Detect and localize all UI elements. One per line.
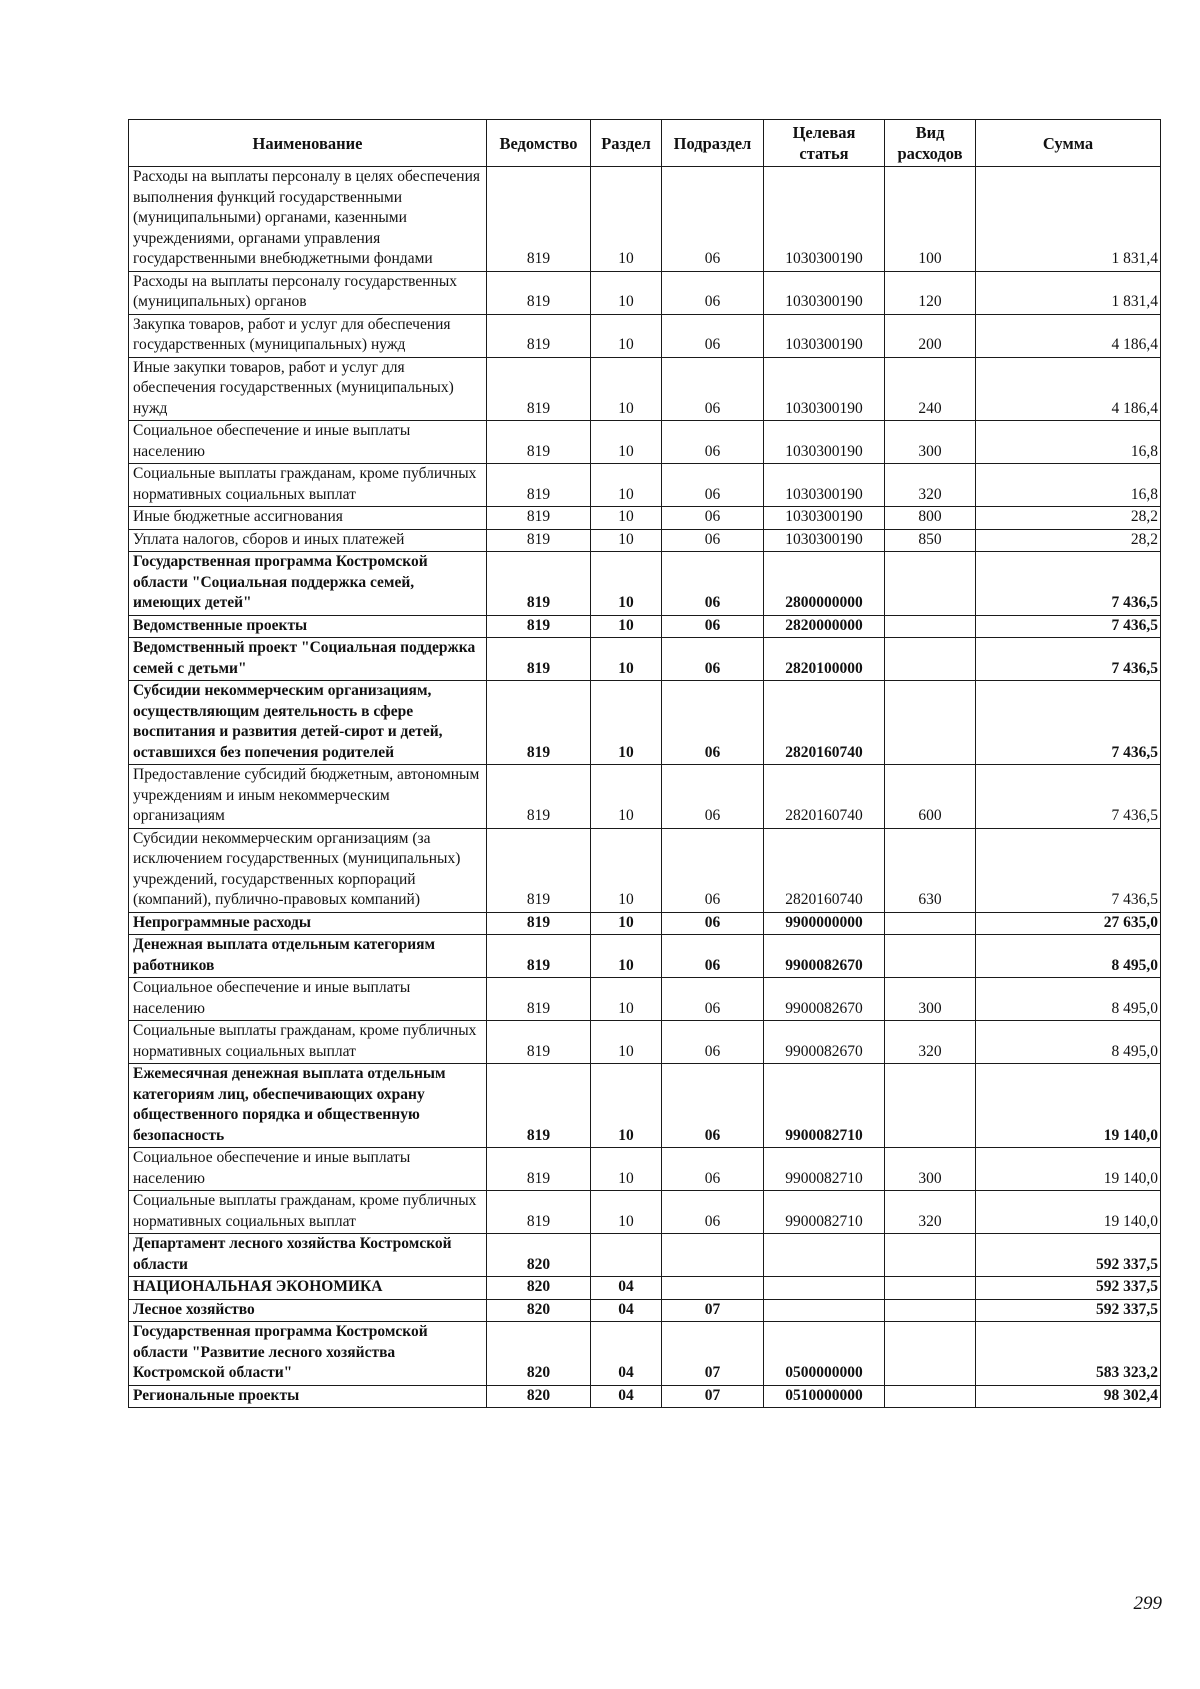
- cell-department: 819: [487, 1191, 591, 1234]
- table-row: [129, 1148, 1161, 1191]
- cell-target-article: 1030300190: [764, 464, 885, 507]
- cell-amount: 19 140,0: [976, 1064, 1161, 1148]
- table-row: [129, 552, 1161, 616]
- table-row: [129, 1021, 1161, 1064]
- cell-name: Социальные выплаты гражданам, кроме публичных нормативных социальных выплат: [129, 1021, 487, 1064]
- cell-target-article: 1030300190: [764, 167, 885, 272]
- cell-expense-type: 240: [885, 357, 976, 421]
- cell-subsection: 06: [662, 978, 764, 1021]
- cell-section: 10: [591, 552, 662, 616]
- cell-target-article: 1030300190: [764, 314, 885, 357]
- cell-name: Социальное обеспечение и иные выплаты населению: [129, 1148, 487, 1191]
- cell-amount: 7 436,5: [976, 615, 1161, 638]
- cell-expense-type: [885, 1064, 976, 1148]
- table-row: [129, 978, 1161, 1021]
- cell-subsection: 06: [662, 421, 764, 464]
- cell-subsection: 07: [662, 1299, 764, 1322]
- cell-name: Ведомственные проекты: [129, 615, 487, 638]
- cell-subsection: 06: [662, 357, 764, 421]
- cell-amount: 7 436,5: [976, 552, 1161, 616]
- cell-target-article: 9900082670: [764, 978, 885, 1021]
- table-header: [129, 120, 1161, 167]
- cell-expense-type: [885, 638, 976, 681]
- table-row: [129, 314, 1161, 357]
- cell-name: Иные бюджетные ассигнования: [129, 507, 487, 530]
- cell-amount: 16,8: [976, 421, 1161, 464]
- table-row: [129, 464, 1161, 507]
- cell-subsection: 06: [662, 912, 764, 935]
- cell-expense-type: [885, 681, 976, 765]
- cell-department: 819: [487, 765, 591, 829]
- cell-amount: 4 186,4: [976, 314, 1161, 357]
- cell-subsection: 06: [662, 167, 764, 272]
- cell-amount: 4 186,4: [976, 357, 1161, 421]
- cell-section: 10: [591, 507, 662, 530]
- cell-name: Денежная выплата отдельным категориям работников: [129, 935, 487, 978]
- cell-department: 819: [487, 357, 591, 421]
- cell-subsection: 06: [662, 271, 764, 314]
- cell-expense-type: 300: [885, 1148, 976, 1191]
- cell-section: 10: [591, 1191, 662, 1234]
- cell-amount: 28,2: [976, 507, 1161, 530]
- cell-department: 820: [487, 1385, 591, 1408]
- cell-subsection: 06: [662, 464, 764, 507]
- cell-name: Лесное хозяйство: [129, 1299, 487, 1322]
- cell-name: Ежемесячная денежная выплата отдельным категориям лиц, обеспечивающих охрану общественного порядка и общественную безопасность: [129, 1064, 487, 1148]
- cell-amount: 8 495,0: [976, 935, 1161, 978]
- cell-subsection: 06: [662, 681, 764, 765]
- cell-amount: 8 495,0: [976, 1021, 1161, 1064]
- table-row: [129, 1234, 1161, 1277]
- table-row: [129, 167, 1161, 272]
- cell-department: 819: [487, 1021, 591, 1064]
- cell-name: Расходы на выплаты персоналу в целях обеспечения выполнения функций государственными (муниципальными) органами, казенными учреждениями, органами управления государственными внебюджетными фондами: [129, 167, 487, 272]
- cell-subsection: [662, 1234, 764, 1277]
- cell-target-article: 9900000000: [764, 912, 885, 935]
- cell-target-article: 1030300190: [764, 357, 885, 421]
- cell-amount: 7 436,5: [976, 681, 1161, 765]
- cell-amount: 7 436,5: [976, 828, 1161, 912]
- cell-target-article: 9900082670: [764, 1021, 885, 1064]
- cell-subsection: [662, 1277, 764, 1300]
- cell-name: НАЦИОНАЛЬНАЯ ЭКОНОМИКА: [129, 1277, 487, 1300]
- cell-expense-type: 100: [885, 167, 976, 272]
- cell-name: Ведомственный проект "Социальная поддержка семей с детьми": [129, 638, 487, 681]
- cell-target-article: 1030300190: [764, 271, 885, 314]
- cell-expense-type: 600: [885, 765, 976, 829]
- cell-department: 819: [487, 828, 591, 912]
- cell-name: Иные закупки товаров, работ и услуг для обеспечения государственных (муниципальных) нужд: [129, 357, 487, 421]
- table-row: [129, 1277, 1161, 1300]
- cell-section: 10: [591, 615, 662, 638]
- header-expense-type: Вид расходов: [885, 120, 976, 167]
- cell-amount: 8 495,0: [976, 978, 1161, 1021]
- cell-section: 10: [591, 357, 662, 421]
- cell-name: Предоставление субсидий бюджетным, автономным учреждениям и иным некоммерческим организациям: [129, 765, 487, 829]
- header-subsection: Подраздел: [662, 120, 764, 167]
- cell-section: 10: [591, 421, 662, 464]
- cell-department: 820: [487, 1322, 591, 1386]
- cell-department: 819: [487, 464, 591, 507]
- cell-amount: 19 140,0: [976, 1148, 1161, 1191]
- cell-name: Департамент лесного хозяйства Костромской области: [129, 1234, 487, 1277]
- table-row: [129, 1299, 1161, 1322]
- table-row: [129, 765, 1161, 829]
- cell-target-article: 2820160740: [764, 681, 885, 765]
- cell-department: 819: [487, 615, 591, 638]
- cell-section: 10: [591, 464, 662, 507]
- cell-subsection: 06: [662, 638, 764, 681]
- cell-subsection: 06: [662, 615, 764, 638]
- cell-target-article: 9900082710: [764, 1148, 885, 1191]
- cell-section: 10: [591, 978, 662, 1021]
- cell-expense-type: 320: [885, 1191, 976, 1234]
- cell-amount: 28,2: [976, 529, 1161, 552]
- cell-target-article: 0510000000: [764, 1385, 885, 1408]
- cell-amount: 16,8: [976, 464, 1161, 507]
- cell-expense-type: [885, 1277, 976, 1300]
- cell-department: 819: [487, 271, 591, 314]
- cell-expense-type: [885, 1385, 976, 1408]
- cell-subsection: 06: [662, 765, 764, 829]
- cell-section: 10: [591, 1064, 662, 1148]
- table-row: [129, 529, 1161, 552]
- cell-name: Социальное обеспечение и иные выплаты населению: [129, 421, 487, 464]
- cell-target-article: 0500000000: [764, 1322, 885, 1386]
- table-row: [129, 1385, 1161, 1408]
- cell-target-article: [764, 1299, 885, 1322]
- header-name: Наименование: [129, 120, 487, 167]
- cell-subsection: 06: [662, 1191, 764, 1234]
- cell-department: 819: [487, 935, 591, 978]
- cell-target-article: 2820160740: [764, 828, 885, 912]
- cell-expense-type: 300: [885, 421, 976, 464]
- cell-section: 10: [591, 935, 662, 978]
- cell-name: Региональные проекты: [129, 1385, 487, 1408]
- header-target-article: Целевая статья: [764, 120, 885, 167]
- cell-subsection: 06: [662, 935, 764, 978]
- header-amount: Сумма: [976, 120, 1161, 167]
- cell-section: 10: [591, 1021, 662, 1064]
- cell-department: 819: [487, 167, 591, 272]
- cell-name: Непрограммные расходы: [129, 912, 487, 935]
- header-section: Раздел: [591, 120, 662, 167]
- cell-amount: 19 140,0: [976, 1191, 1161, 1234]
- cell-subsection: 06: [662, 507, 764, 530]
- table-row: [129, 681, 1161, 765]
- cell-expense-type: [885, 912, 976, 935]
- cell-subsection: 06: [662, 828, 764, 912]
- cell-section: 10: [591, 638, 662, 681]
- cell-target-article: [764, 1277, 885, 1300]
- cell-amount: 27 635,0: [976, 912, 1161, 935]
- cell-name: Субсидии некоммерческим организациям, осуществляющим деятельность в сфере воспитания и развития детей-сирот и детей, оставшихся без попечения родителей: [129, 681, 487, 765]
- cell-target-article: [764, 1234, 885, 1277]
- cell-target-article: 9900082710: [764, 1191, 885, 1234]
- table-row: [129, 357, 1161, 421]
- cell-amount: 592 337,5: [976, 1299, 1161, 1322]
- cell-name: Государственная программа Костромской области "Развитие лесного хозяйства Костромской области": [129, 1322, 487, 1386]
- cell-name: Расходы на выплаты персоналу государственных (муниципальных) органов: [129, 271, 487, 314]
- cell-name: Социальные выплаты гражданам, кроме публичных нормативных социальных выплат: [129, 1191, 487, 1234]
- cell-section: 04: [591, 1385, 662, 1408]
- cell-subsection: 06: [662, 314, 764, 357]
- cell-amount: 583 323,2: [976, 1322, 1161, 1386]
- cell-section: 04: [591, 1299, 662, 1322]
- cell-section: 10: [591, 271, 662, 314]
- cell-name: Социальное обеспечение и иные выплаты населению: [129, 978, 487, 1021]
- table-row: [129, 1322, 1161, 1386]
- cell-amount: 7 436,5: [976, 765, 1161, 829]
- table-row: [129, 828, 1161, 912]
- cell-department: 819: [487, 978, 591, 1021]
- cell-department: 819: [487, 1148, 591, 1191]
- header-department: Ведомство: [487, 120, 591, 167]
- budget-table: [128, 119, 1161, 1408]
- cell-section: 10: [591, 828, 662, 912]
- cell-target-article: 2820100000: [764, 638, 885, 681]
- table-row: [129, 1191, 1161, 1234]
- cell-department: 820: [487, 1277, 591, 1300]
- cell-amount: 98 302,4: [976, 1385, 1161, 1408]
- cell-department: 820: [487, 1234, 591, 1277]
- cell-subsection: 06: [662, 1021, 764, 1064]
- cell-name: Субсидии некоммерческим организациям (за исключением государственных (муниципальных) учреждений, государственных корпораций (компаний), публично-правовых компаний): [129, 828, 487, 912]
- cell-name: Государственная программа Костромской области "Социальная поддержка семей, имеющих детей": [129, 552, 487, 616]
- cell-name: Закупка товаров, работ и услуг для обеспечения государственных (муниципальных) нужд: [129, 314, 487, 357]
- cell-expense-type: [885, 1322, 976, 1386]
- cell-target-article: 9900082670: [764, 935, 885, 978]
- cell-department: 819: [487, 529, 591, 552]
- cell-department: 819: [487, 314, 591, 357]
- cell-amount: 592 337,5: [976, 1277, 1161, 1300]
- cell-section: 10: [591, 1148, 662, 1191]
- cell-department: 819: [487, 1064, 591, 1148]
- cell-department: 819: [487, 552, 591, 616]
- table-body: [129, 167, 1161, 1408]
- cell-section: 04: [591, 1322, 662, 1386]
- cell-expense-type: [885, 1299, 976, 1322]
- cell-department: 819: [487, 912, 591, 935]
- cell-expense-type: [885, 935, 976, 978]
- cell-amount: 592 337,5: [976, 1234, 1161, 1277]
- cell-subsection: 06: [662, 552, 764, 616]
- cell-expense-type: [885, 552, 976, 616]
- page-number: 299: [1133, 1593, 1162, 1614]
- cell-expense-type: 120: [885, 271, 976, 314]
- table-row: [129, 507, 1161, 530]
- cell-target-article: 2820000000: [764, 615, 885, 638]
- table-row: [129, 271, 1161, 314]
- table-row: [129, 935, 1161, 978]
- cell-section: 10: [591, 681, 662, 765]
- cell-section: 10: [591, 765, 662, 829]
- cell-expense-type: [885, 1234, 976, 1277]
- cell-amount: 7 436,5: [976, 638, 1161, 681]
- cell-name: Социальные выплаты гражданам, кроме публичных нормативных социальных выплат: [129, 464, 487, 507]
- cell-section: 10: [591, 529, 662, 552]
- cell-section: 10: [591, 167, 662, 272]
- cell-target-article: 2820160740: [764, 765, 885, 829]
- cell-expense-type: 320: [885, 1021, 976, 1064]
- cell-expense-type: 300: [885, 978, 976, 1021]
- cell-department: 819: [487, 681, 591, 765]
- cell-department: 820: [487, 1299, 591, 1322]
- cell-expense-type: 630: [885, 828, 976, 912]
- cell-department: 819: [487, 638, 591, 681]
- cell-expense-type: [885, 615, 976, 638]
- cell-target-article: 1030300190: [764, 529, 885, 552]
- cell-section: [591, 1234, 662, 1277]
- table-row: [129, 638, 1161, 681]
- cell-expense-type: 850: [885, 529, 976, 552]
- cell-subsection: 07: [662, 1385, 764, 1408]
- cell-amount: 1 831,4: [976, 271, 1161, 314]
- cell-subsection: 06: [662, 1064, 764, 1148]
- cell-expense-type: 320: [885, 464, 976, 507]
- cell-target-article: 9900082710: [764, 1064, 885, 1148]
- cell-target-article: 1030300190: [764, 421, 885, 464]
- cell-name: Уплата налогов, сборов и иных платежей: [129, 529, 487, 552]
- cell-department: 819: [487, 507, 591, 530]
- cell-target-article: 2800000000: [764, 552, 885, 616]
- cell-target-article: 1030300190: [764, 507, 885, 530]
- table-row: [129, 421, 1161, 464]
- cell-subsection: 06: [662, 529, 764, 552]
- table-row: [129, 615, 1161, 638]
- cell-subsection: 07: [662, 1322, 764, 1386]
- table-row: [129, 1064, 1161, 1148]
- cell-section: 04: [591, 1277, 662, 1300]
- cell-expense-type: 200: [885, 314, 976, 357]
- cell-expense-type: 800: [885, 507, 976, 530]
- cell-section: 10: [591, 912, 662, 935]
- cell-amount: 1 831,4: [976, 167, 1161, 272]
- cell-department: 819: [487, 421, 591, 464]
- table-row: [129, 912, 1161, 935]
- cell-subsection: 06: [662, 1148, 764, 1191]
- cell-section: 10: [591, 314, 662, 357]
